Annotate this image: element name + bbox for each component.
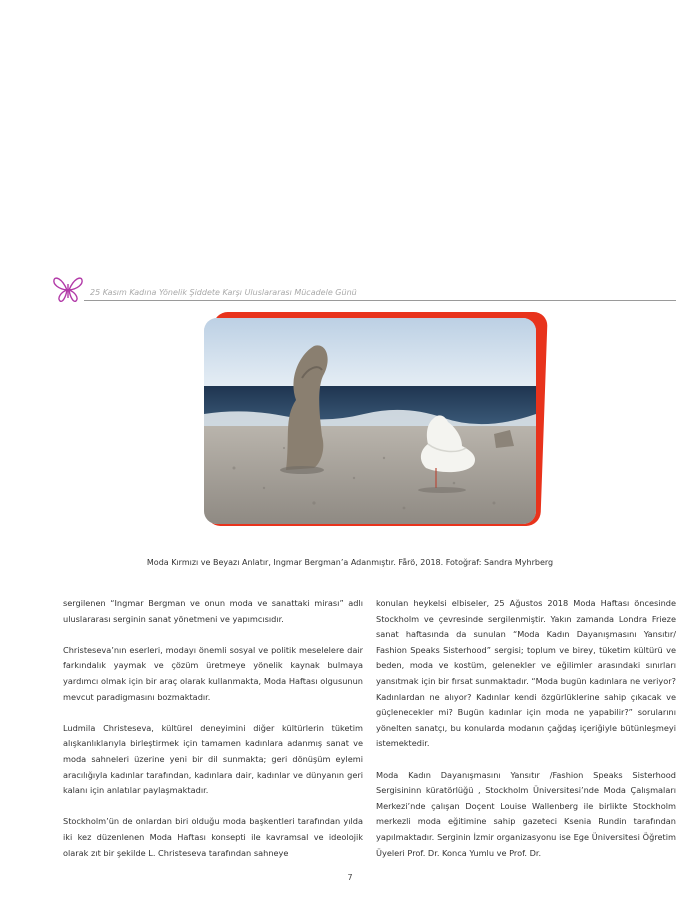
beach-photo	[204, 318, 536, 524]
page-number: 7	[347, 873, 353, 882]
left-column	[63, 596, 363, 877]
butterfly-icon	[52, 274, 84, 304]
header-title: 25 Kasım Kadına Yönelik Şiddete Karşı Uluslararası Mücadele Günü	[90, 288, 357, 297]
paragraph: Stockholm’ün de onlardan biri olduğu moda başkentleri tarafından yılda iki kez düzenlenen Moda Haftası konsepti ile kavramsal ve ideolojik olarak zıt bir şekilde L. Christeseva tarafından sahneye	[63, 816, 363, 858]
paragraph: sergilenen “Ingmar Bergman ve onun moda ve sanattaki mirası” adlı uluslararası serginin sanat yönetmeni ve yapımcısıdır.	[63, 598, 363, 624]
header-rule	[84, 300, 676, 301]
figure-caption: Moda Kırmızı ve Beyazı Anlatır, Ingmar Bergman’a Adanmıştır. Fårö, 2018. Fotoğraf: Sandra Myhrberg	[146, 558, 554, 567]
right-column	[376, 596, 676, 877]
paragraph: Moda Kadın Dayanışmasını Yansıtır /Fashion Speaks Sisterhood Sergisininn küratörlüğü , Stockholm Üniversitesi’nde Moda Çalışmaları Merkezi’nde çalışan Doçent Louise Wallenberg ile birlikte Stockholm merkezli moda eğitimine sahip gazeteci Ksenia Rundin tarafından yapılmaktadır. Serginin İzmir organizasyonu ise Ege Üniversitesi Öğretim Üyeleri Prof. Dr. Konca Yumlu ve Prof. Dr.	[376, 769, 676, 858]
paragraph: Ludmila Christeseva, kültürel deneyimini diğer kültürlerin tüketim alışkanlıklarıyla birleştirmek için tamamen kadınlara adanmış sanat ve moda sahneleri üzerine yeni bir dil sunmakta; geri dönüşüm eylemi aracılığıyla kadınlar tarafından, kadınlara dair, kadınlar ve dünyanın geri kalanı için anlatılar paylaşmaktadır.	[63, 722, 363, 796]
paragraph: konulan heykelsi elbiseler, 25 Ağustos 2018 Moda Haftası öncesinde Stockholm ve çevresinde sergilenmiştir. Yakın zamanda Londra Frieze sanat haftasında da sunulan “Moda Kadın Dayanışmasını Yansıtır/ Fashion Speaks Sisterhood” sergisi; toplum ve birey, tüketim kültürü ve beden, moda ve kostüm, gelenekler ve eğilimler arasındaki sınırları yansıtmak için bir fırsat sunmaktadır. “Moda bugün kadınlara ne veriyor? Kadınlardan ne alıyor? Kadınlar kendi özgürlüklerine sahip çıkacak ve güçlenecekler mi? Bugün kadınlar için moda ne yapabilir?” sorularını yönelten sanatçı, bu konularda modanın çağdaş içeriğiyle bütünleşmeyi istemektedir.	[376, 598, 676, 749]
running-header	[52, 274, 676, 304]
paragraph: Christeseva’nın eserleri, modayı önemli sosyal ve politik meselelere dair farkındalık yaymak ve çözüm üretmeye yönelik kaynak bulmaya yardımcı olmak için bir araç olarak kullanmakta, Moda Haftası olgusunun mevcut paradigmasını bozmaktadır.	[63, 644, 363, 702]
figure	[200, 312, 546, 530]
photo	[204, 318, 536, 524]
